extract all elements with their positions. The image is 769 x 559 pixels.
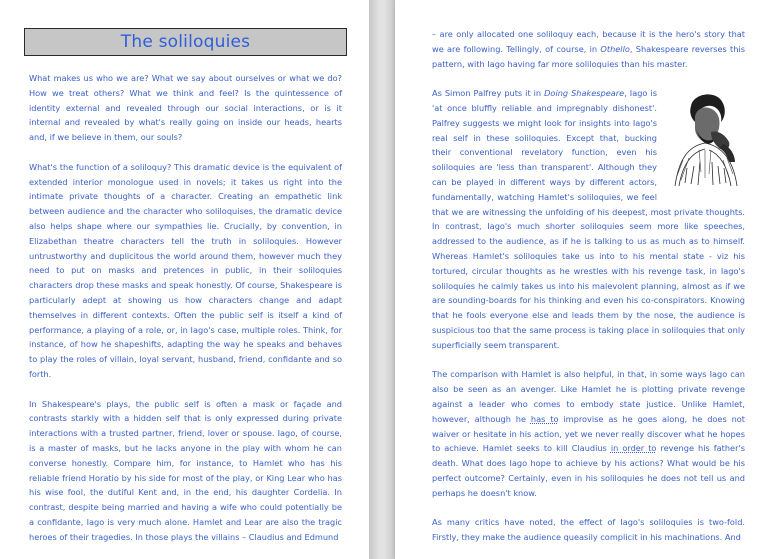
engraving-illustration bbox=[665, 88, 745, 188]
grammar-underline: has to bbox=[530, 413, 559, 424]
left-column-text bbox=[29, 71, 342, 559]
title-box bbox=[24, 28, 347, 56]
paragraph-identity: What makes us who we are? What we say about ourselves or what we do? How we treat others? What we think and feel? Is the quintessence of identity external and revealed through our social interactions, or is it internal and revealed by what's really going on inside our heads, hearts and, if we believe in them, our souls? bbox=[29, 73, 342, 143]
paragraph-critics: As many critics have noted, the effect of Iago's soliloquies is two-fold. Firstly, they make the audience queasily complicit in his machinations. And bbox=[432, 517, 745, 543]
page-title: The soliloquies bbox=[120, 32, 251, 52]
paragraph-palfrey: As Simon Palfrey puts it in Doing Shakespeare , Iago is 'at once bluffly reliable and impregnably dishonest'. Palfrey suggests we might look for insights into Iago's real self in these soliloquies. Except that, bucking their conventional revelatory function, even his soliloquies are 'less than transparent'. Although they can be played in different ways by different actors, fundamentally, watching Hamlet's soliloquies, we feel that we are witnessing the unfolding of his deepest, most private thoughts. In contrast, Iago's much shorter soliloquies seem more like speeches, addressed to the audience, as if he is talking to us as much as to himself. Whereas Hamlet's soliloquies take us into to his mental state - viz his tortured, circular thoughts as he wrestles with his revenge task, in Iago's soliloquies he calmly takes us into his malevolent planning, almost as if we are sounding-boards for his thinking and even his co-conspirators. Knowing that he fools everyone else and leads them by the nose, the audience is suspicious too that the same process is taking place in soliloquies that only superficially seem transparent. bbox=[432, 88, 745, 350]
left-page bbox=[0, 0, 369, 559]
right-column-text bbox=[432, 27, 745, 559]
paragraph-public-self: In Shakespeare's plays, the public self is often a mask or façade and contrasts starkly with a hidden self that is only expressed during private interactions with a trusted partner, friend, lover or spouse. Iago, of course, is a master of masks, but he lacks anyone in the play with whom he can converse honestly. Compare him, for instance, to Hamlet who has his reliable friend Horatio by his side for most of the play, or King Lear who has his wise fool, the dutiful Kent and, in the end, his daughter Cordelia. In contrast, despite being married and having a wife who could potentially be a confidante, Iago is very much alone. Hamlet and Lear are also the tragic heroes of their tragedies. In those plays the villains – Claudius and Edmund bbox=[29, 398, 342, 542]
page-gutter bbox=[369, 0, 395, 559]
right-page bbox=[395, 0, 769, 559]
grammar-underline: in order to bbox=[610, 443, 657, 454]
paragraph-avenger: The comparison with Hamlet is also helpful, in that, in some ways Iago can also be seen as an avenger. Like Hamlet he is plotting private revenge against a leader who comes to embody state justice. Unlike Hamlet, however, although he has to improvise as he goes along, he does not waiver or hesitate in his action, yet we never really discover what he hopes to achieve. Hamlet seeks to kill Claudius in order to revenge his father's death. What does Iago hope to achieve by his actions? What would be his perfect outcome? Certainly, even in his soliloquies he does not tell us and perhaps he doesn't know. bbox=[432, 369, 746, 498]
paragraph-soliloquy-function: What's the function of a soliloquy? This dramatic device is the equivalent of extended interior monologue used in novels; it takes us right into the intimate private thoughts of a character. Creating an empathetic link between audience and the character who soliloquises, the dramatic device also helps shape where our sympathies lie. Crucially, by convention, in Elizabethan theatre characters tell the truth in soliloquies. However untrustworthy and duplicitous the world around them, however much they need to put on masks and pretences in public, in their soliloquies characters drop these masks and speak honestly. Of course, Shakespeare is particularly adept at showing us how characters change and adapt themselves in different contexts. Often the public self is itself a kind of performance, a playing of a role, or, in Iago's case, multiple roles. Think, for instance, of how he shapeshifts, adapting the way he speaks and behaves to play the roles of villain, loyal servant, husband, friend, confidante and so forth. bbox=[29, 161, 342, 379]
paragraph-hero-story: – are only allocated one soliloquy each, because it is the hero's story that we are following. Tellingly, of course, in Othello, Shakespeare reverses this pattern, with Iago having far more soliloquies than his master. bbox=[432, 29, 745, 69]
